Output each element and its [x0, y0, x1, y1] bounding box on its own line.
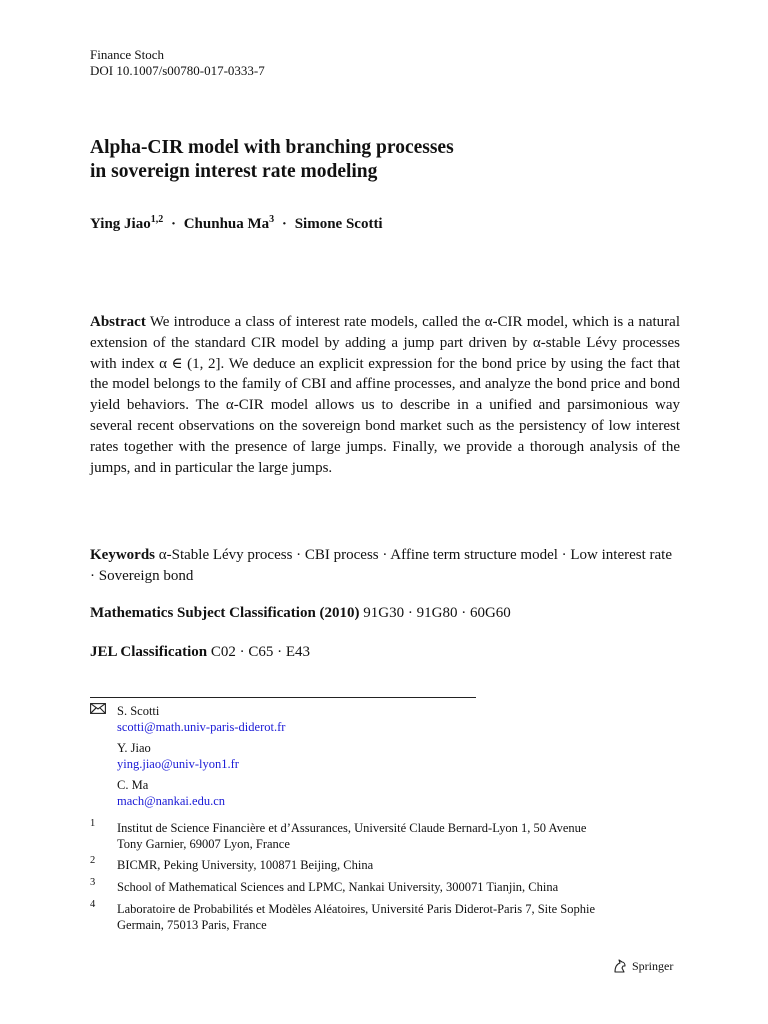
- abstract-label: Abstract: [90, 314, 146, 330]
- jel-label: JEL Classification: [90, 644, 208, 660]
- affiliation-number: 1: [90, 818, 96, 829]
- affiliation: [117, 820, 677, 852]
- author-separator: ·: [281, 216, 287, 232]
- keywords-label: Keywords: [90, 547, 155, 563]
- affiliation: [117, 901, 677, 933]
- author-separator: ·: [170, 216, 176, 232]
- author-list: [90, 216, 383, 233]
- correspondence-name: S. Scotti: [117, 704, 160, 718]
- affiliation-line: Institut de Science Financière et d’Assurances, Université Claude Bernard-Lyon 1, 50 Avenue: [117, 821, 587, 835]
- envelope-icon: [90, 703, 106, 714]
- author-affiliation-ref: 1,2: [150, 214, 164, 225]
- affiliation-line: School of Mathematical Sciences and LPMC, Nankai University, 300071 Tianjin, China: [117, 880, 559, 894]
- author-name: Chunhua Ma: [183, 216, 270, 232]
- correspondence-name: C. Ma: [117, 778, 149, 792]
- title-line-1: Alpha-CIR model with branching processes: [90, 137, 454, 158]
- publisher-mark: [612, 958, 673, 974]
- keywords: [90, 545, 680, 587]
- correspondence-name: Y. Jiao: [117, 741, 151, 755]
- author-affiliation-ref: 3: [269, 214, 275, 225]
- paper-title: [90, 136, 690, 184]
- correspondence-email[interactable]: ying.jiao@univ-lyon1.fr: [117, 757, 239, 771]
- springer-horse-icon: [612, 958, 628, 974]
- correspondence-email[interactable]: mach@nankai.edu.cn: [117, 794, 225, 808]
- footnote-rule: [90, 697, 476, 698]
- affiliation-number: 2: [90, 855, 96, 866]
- keywords-text: α-Stable Lévy process · CBI process · Affine term structure model · Low interest rate · Sovereign bond: [90, 547, 673, 584]
- msc-codes: 91G30 · 91G80 · 60G60: [363, 605, 511, 621]
- publisher-name: Springer: [632, 958, 674, 973]
- jel-codes: C02 · C65 · E43: [210, 644, 311, 660]
- author-name: Simone Scotti: [294, 216, 383, 232]
- journal-name: Finance Stoch: [90, 47, 165, 62]
- jel-classification: [90, 642, 680, 663]
- doi: DOI 10.1007/s00780-017-0333-7: [90, 63, 265, 78]
- affiliation-line: Laboratoire de Probabilités et Modèles Aléatoires, Université Paris Diderot-Paris 7, Site Sophie: [117, 902, 596, 916]
- correspondence-email[interactable]: scotti@math.univ-paris-diderot.fr: [117, 720, 286, 734]
- title-line-2: in sovereign interest rate modeling: [90, 161, 378, 182]
- affiliation-line: Germain, 75013 Paris, France: [117, 918, 267, 932]
- affiliation-number: 3: [90, 877, 96, 888]
- msc-label: Mathematics Subject Classification (2010): [90, 605, 360, 621]
- affiliation: [117, 879, 677, 895]
- abstract-text: We introduce a class of interest rate models, called the α-CIR model, which is a natural extension of the standard CIR model by adding a jump part driven by α-stable Lévy processes with index α ∈ (1, 2]. We deduce an explicit expression for the bond price by using the fact that the model belongs to the family of CBI and affine processes, and analyze the bond price and bond yield behaviors. The α-CIR model allows us to describe in a unified and parsimonious way several recent observations on the sovereign bond market such as the persistency of low interest rates together with the presence of large jumps. Finally, we provide a thorough analysis of the jumps, and in particular the large jumps.: [90, 314, 680, 476]
- affiliation-line: BICMR, Peking University, 100871 Beijing, China: [117, 858, 374, 872]
- author-name: Ying Jiao: [90, 216, 151, 232]
- msc-classification: [90, 603, 680, 624]
- affiliation-line: Tony Garnier, 69007 Lyon, France: [117, 837, 290, 851]
- affiliation: [117, 857, 677, 873]
- affiliation-number: 4: [90, 899, 96, 910]
- abstract: [90, 312, 680, 478]
